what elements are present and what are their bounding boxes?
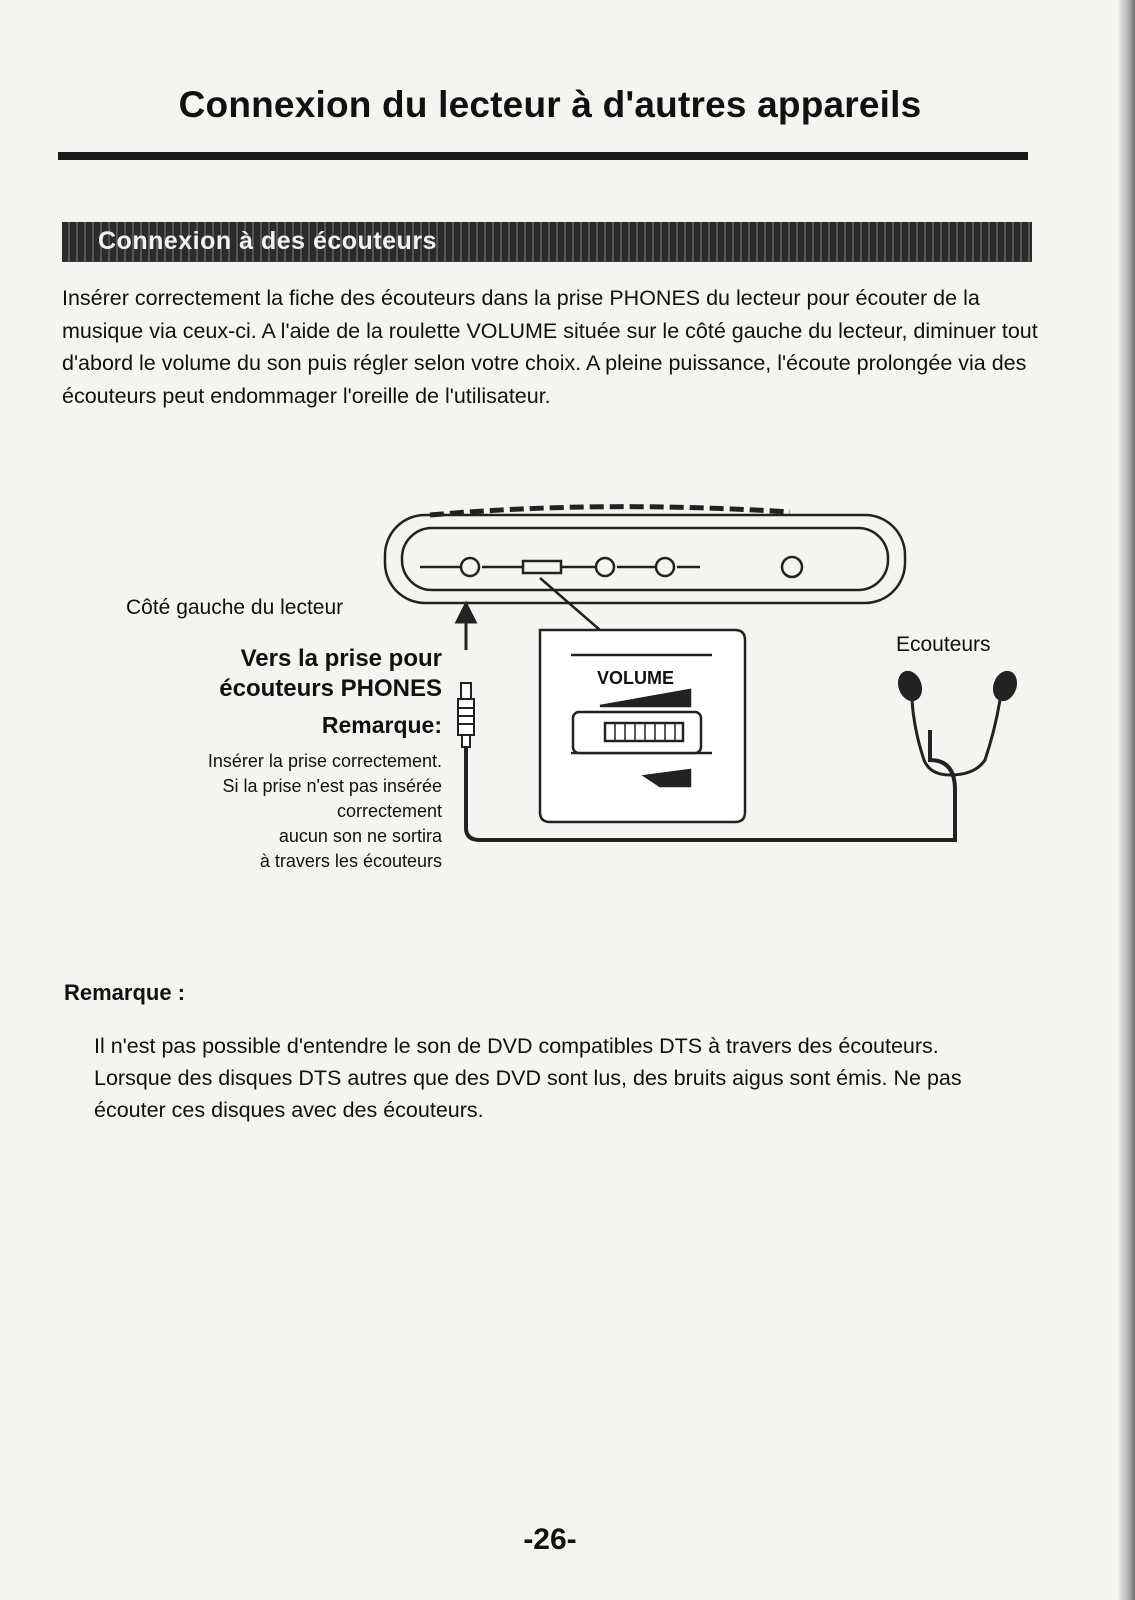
phones-label-line1: Vers la prise pour: [240, 645, 442, 672]
remark-line: Il n'est pas possible d'entendre le son de DVD compatibles DTS à travers des écouteurs.: [94, 1034, 939, 1058]
player-side-illustration: [385, 507, 905, 603]
page-number: -26-: [523, 1523, 577, 1556]
volume-label: VOLUME: [597, 668, 675, 688]
remark-line: Lorsque des disques DTS autres que des DVD sont lus, des bruits aigus sont émis. Ne pas écouter ces disques avec des écouteurs.: [94, 1066, 962, 1122]
remark-body: [94, 1030, 1029, 1126]
diagram-remark-title: Remarque:: [321, 712, 442, 738]
phones-jack-label: [219, 644, 442, 704]
player-side-label: Côté gauche du lecteur: [126, 596, 344, 619]
volume-wheel-callout: [540, 578, 745, 822]
jack-arrow: [457, 604, 475, 650]
diagram-note: [122, 749, 442, 874]
note-line: à travers les écouteurs: [259, 851, 442, 871]
earphones-icon: [896, 669, 1019, 775]
intro-paragraph: Insérer correctement la fiche des écouteurs dans la prise PHONES du lecteur pour écouter de la musique via ceux-ci. A l'aide de la roulette VOLUME située sur le côté gauche du lecteur, diminuer tout d'abord le volume du son puis régler selon votre choix. A pleine puissance, l'écoute prolongée via des écouteurs peut endommager l'oreille de l'utilisateur.: [62, 286, 1038, 408]
phones-label-line2: écouteurs PHONES: [219, 675, 442, 702]
note-line: Si la prise n'est pas insérée: [222, 776, 442, 796]
remark-title: Remarque :: [64, 980, 186, 1005]
page-edge-shadow: [1117, 0, 1135, 1600]
note-line: Insérer la prise correctement.: [207, 751, 442, 771]
note-line: correctement: [336, 801, 442, 821]
page-title: Connexion du lecteur à d'autres appareils: [178, 84, 922, 125]
section-title: Connexion à des écouteurs: [98, 227, 437, 255]
note-line: aucun son ne sortira: [278, 826, 442, 846]
earphones-label: Ecouteurs: [896, 633, 991, 656]
headphone-plug-icon: [458, 683, 474, 747]
